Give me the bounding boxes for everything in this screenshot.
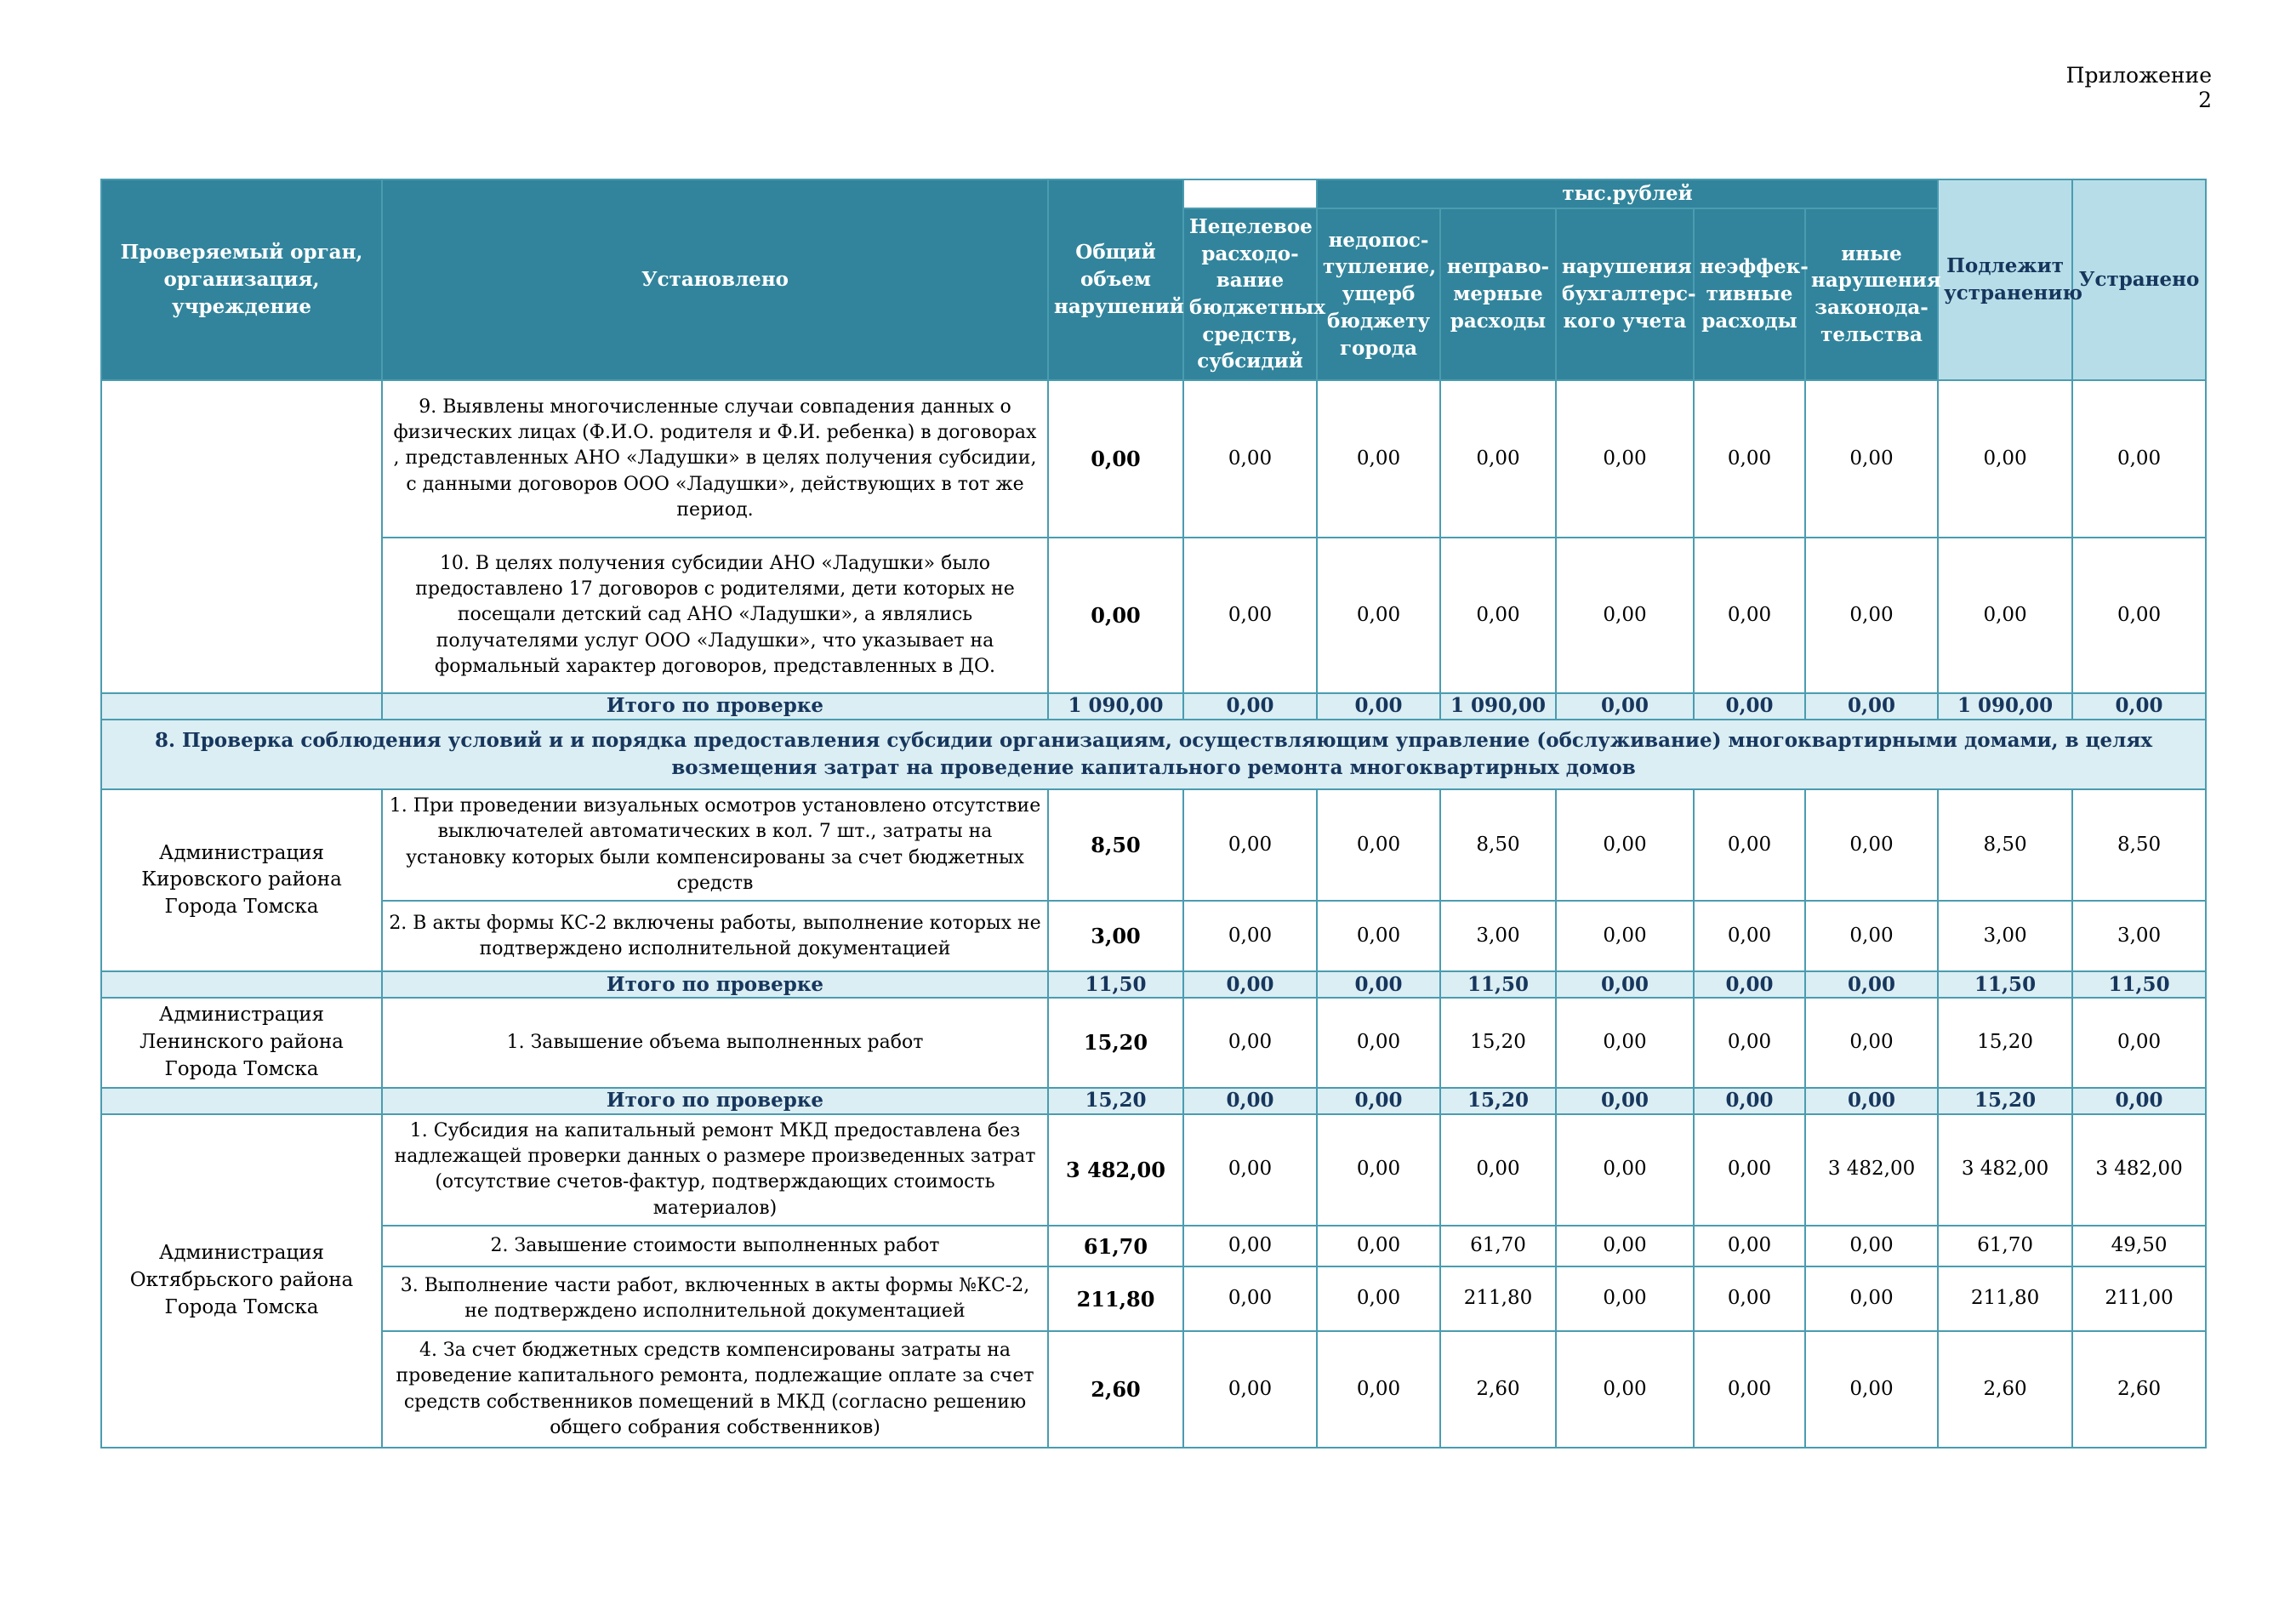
value-cell: 0,00 <box>1556 380 1694 538</box>
value-cell: 0,00 <box>1556 1114 1694 1226</box>
table-row <box>101 1114 2206 1226</box>
total-value: 1 090,00 <box>1048 693 1183 720</box>
value-cell: 0,00 <box>1556 538 1694 693</box>
org-cell: Администрация Ленинского района Города Томска <box>101 998 382 1087</box>
value-cell: 0,00 <box>1317 998 1440 1087</box>
total-value: 0,00 <box>1183 1088 1317 1114</box>
value-cell: 3 482,00 <box>2072 1114 2206 1226</box>
total-value: 0,00 <box>1805 693 1938 720</box>
value-cell: 0,00 <box>1694 538 1805 693</box>
value-cell: 61,70 <box>1938 1226 2072 1266</box>
total-value: 11,50 <box>2072 971 2206 998</box>
value-cell: 8,50 <box>1938 789 2072 901</box>
value-cell: 15,20 <box>1048 998 1183 1087</box>
header-other: иные нарушения законода-тельства <box>1805 208 1938 380</box>
value-cell: 8,50 <box>2072 789 2206 901</box>
total-value: 0,00 <box>1805 1088 1938 1114</box>
total-value: 0,00 <box>1694 971 1805 998</box>
total-value: 0,00 <box>1694 693 1805 720</box>
total-value: 0,00 <box>1317 971 1440 998</box>
total-label: Итого по проверке <box>382 1088 1048 1114</box>
value-cell: 0,00 <box>1556 901 1694 971</box>
value-cell: 0,00 <box>1805 789 1938 901</box>
total-blank <box>101 1088 382 1114</box>
table-row <box>101 789 2206 901</box>
header-total: Общий объем нарушений <box>1048 179 1183 380</box>
row-description: 2. Завышение стоимости выполненных работ <box>382 1226 1048 1266</box>
value-cell: 0,00 <box>1183 789 1317 901</box>
table-row <box>101 901 2206 971</box>
value-cell: 0,00 <box>1317 1266 1440 1331</box>
section-row <box>101 720 2206 789</box>
value-cell: 0,00 <box>1317 901 1440 971</box>
value-cell: 0,00 <box>1317 1331 1440 1448</box>
header-fixed: Устранено <box>2072 179 2206 380</box>
total-value: 0,00 <box>1556 693 1694 720</box>
org-cell: Администрация Кировского района Города Томска <box>101 789 382 971</box>
audit-results-table <box>100 179 2207 1448</box>
value-cell: 8,50 <box>1048 789 1183 901</box>
value-cell: 0,00 <box>1805 1266 1938 1331</box>
header-ineffective: неэффек-тивные расходы <box>1694 208 1805 380</box>
value-cell: 61,70 <box>1440 1226 1556 1266</box>
value-cell: 0,00 <box>1694 901 1805 971</box>
header-unit: тыс.рублей <box>1317 179 1938 208</box>
value-cell: 0,00 <box>1317 1114 1440 1226</box>
value-cell: 211,80 <box>1440 1266 1556 1331</box>
value-cell: 0,00 <box>2072 998 2206 1087</box>
total-value: 0,00 <box>2072 1088 2206 1114</box>
value-cell: 0,00 <box>2072 380 2206 538</box>
total-value: 0,00 <box>1694 1088 1805 1114</box>
value-cell: 211,80 <box>1048 1266 1183 1331</box>
total-value: 0,00 <box>1183 693 1317 720</box>
value-cell: 0,00 <box>1183 901 1317 971</box>
row-description: 4. За счет бюджетных средств компенсированы затраты на проведение капитального ремонта, подлежащие оплате за счет средств собственников помещений в МКД (согласно решению общего собрания собственников) <box>382 1331 1048 1448</box>
table-row <box>101 1226 2206 1266</box>
header-shortfall: недопос-тупление, ущерб бюджету города <box>1317 208 1440 380</box>
value-cell: 2,60 <box>1938 1331 2072 1448</box>
value-cell: 3,00 <box>1048 901 1183 971</box>
total-value: 0,00 <box>1317 693 1440 720</box>
row-description: 2. В акты формы КС-2 включены работы, выполнение которых не подтверждено исполнительной документацией <box>382 901 1048 971</box>
value-cell: 0,00 <box>1440 538 1556 693</box>
total-value: 0,00 <box>2072 693 2206 720</box>
value-cell: 0,00 <box>1440 1114 1556 1226</box>
total-row <box>101 693 2206 720</box>
value-cell: 2,60 <box>1440 1331 1556 1448</box>
value-cell: 0,00 <box>1805 380 1938 538</box>
table-row <box>101 380 2206 538</box>
value-cell: 3,00 <box>2072 901 2206 971</box>
header-org: Проверяемый орган, организация, учреждение <box>101 179 382 380</box>
value-cell: 0,00 <box>1805 1226 1938 1266</box>
total-blank <box>101 971 382 998</box>
annex-label: Приложение 2 <box>2065 63 2212 112</box>
value-cell: 0,00 <box>1048 380 1183 538</box>
table-header <box>101 179 2206 380</box>
value-cell: 0,00 <box>1317 538 1440 693</box>
value-cell: 0,00 <box>1694 380 1805 538</box>
header-misuse: Нецелевое расходо-вание бюджетных средств, субсидий <box>1183 208 1317 380</box>
value-cell: 0,00 <box>1183 998 1317 1087</box>
value-cell: 0,00 <box>1556 1226 1694 1266</box>
total-value: 1 090,00 <box>1440 693 1556 720</box>
total-value: 15,20 <box>1440 1088 1556 1114</box>
value-cell: 0,00 <box>1694 998 1805 1087</box>
value-cell: 15,20 <box>1938 998 2072 1087</box>
table-row <box>101 1266 2206 1331</box>
value-cell: 0,00 <box>2072 538 2206 693</box>
value-cell: 0,00 <box>1805 1331 1938 1448</box>
total-label: Итого по проверке <box>382 971 1048 998</box>
value-cell: 0,00 <box>1183 380 1317 538</box>
value-cell: 0,00 <box>1556 1331 1694 1448</box>
value-cell: 0,00 <box>1183 538 1317 693</box>
org-cell: Администрация Октябрьского района Города Томска <box>101 1114 382 1448</box>
value-cell: 61,70 <box>1048 1226 1183 1266</box>
value-cell: 3 482,00 <box>1048 1114 1183 1226</box>
value-cell: 3 482,00 <box>1805 1114 1938 1226</box>
table-row <box>101 998 2206 1087</box>
total-value: 0,00 <box>1805 971 1938 998</box>
table-row <box>101 1331 2206 1448</box>
total-value: 15,20 <box>1938 1088 2072 1114</box>
header-unlawful: неправо-мерные расходы <box>1440 208 1556 380</box>
value-cell: 49,50 <box>2072 1226 2206 1266</box>
header-to-fix: Подлежит устранению <box>1938 179 2072 380</box>
value-cell: 2,60 <box>1048 1331 1183 1448</box>
value-cell: 0,00 <box>1183 1266 1317 1331</box>
value-cell: 0,00 <box>1317 380 1440 538</box>
value-cell: 0,00 <box>1805 998 1938 1087</box>
value-cell: 0,00 <box>1183 1331 1317 1448</box>
value-cell: 0,00 <box>1556 998 1694 1087</box>
value-cell: 3 482,00 <box>1938 1114 2072 1226</box>
total-value: 0,00 <box>1556 1088 1694 1114</box>
value-cell: 0,00 <box>1938 538 2072 693</box>
value-cell: 0,00 <box>1440 380 1556 538</box>
value-cell: 0,00 <box>1317 1226 1440 1266</box>
total-row <box>101 971 2206 998</box>
value-cell: 0,00 <box>1805 901 1938 971</box>
total-value: 11,50 <box>1048 971 1183 998</box>
value-cell: 0,00 <box>1805 538 1938 693</box>
total-label: Итого по проверке <box>382 693 1048 720</box>
value-cell: 0,00 <box>1694 1331 1805 1448</box>
value-cell: 0,00 <box>1556 789 1694 901</box>
total-row <box>101 1088 2206 1114</box>
value-cell: 0,00 <box>1183 1226 1317 1266</box>
value-cell: 0,00 <box>1048 538 1183 693</box>
row-description: 1. Субсидия на капитальный ремонт МКД предоставлена без надлежащей проверки данных о размере произведенных затрат (отсутствие счетов-фактур, подтверждающих стоимость материалов) <box>382 1114 1048 1226</box>
header-blank <box>1183 179 1317 208</box>
value-cell: 0,00 <box>1694 1226 1805 1266</box>
value-cell: 0,00 <box>1938 380 2072 538</box>
value-cell: 211,80 <box>1938 1266 2072 1331</box>
value-cell: 0,00 <box>1317 789 1440 901</box>
header-established: Установлено <box>382 179 1048 380</box>
table-row <box>101 538 2206 693</box>
value-cell: 2,60 <box>2072 1331 2206 1448</box>
header-accounting: нарушения бухгалтерс-кого учета <box>1556 208 1694 380</box>
row-description: 10. В целях получения субсидии АНО «Ладушки» было предоставлено 17 договоров с родителями, дети которых не посещали детский сад АНО «Ладушки», а являлись получателями услуг ООО «Ладушки», что указывает на формальный характер договоров, представленных в ДО. <box>382 538 1048 693</box>
section-title: 8. Проверка соблюдения условий и и порядка предоставления субсидии организациям, осуществляющим управление (обслуживание) многоквартирными домами, в целях возмещения затрат на проведение капитального ремонта многоквартирных домов <box>101 720 2206 789</box>
total-value: 11,50 <box>1938 971 2072 998</box>
org-cell <box>101 380 382 693</box>
total-value: 0,00 <box>1183 971 1317 998</box>
total-blank <box>101 693 382 720</box>
total-value: 1 090,00 <box>1938 693 2072 720</box>
value-cell: 8,50 <box>1440 789 1556 901</box>
value-cell: 0,00 <box>1556 1266 1694 1331</box>
value-cell: 0,00 <box>1694 789 1805 901</box>
total-value: 11,50 <box>1440 971 1556 998</box>
row-description: 1. Завышение объема выполненных работ <box>382 998 1048 1087</box>
row-description: 1. При проведении визуальных осмотров установлено отсутствие выключателей автоматических в кол. 7 шт., затраты на установку которых были компенсированы за счет бюджетных средств <box>382 789 1048 901</box>
row-description: 9. Выявлены многочисленные случаи совпадения данных о физических лицах (Ф.И.О. родителя и Ф.И. ребенка) в договорах , представленных АНО «Ладушки» в целях получения субсидии, с данными договоров ООО «Ладушки», действующих в тот же период. <box>382 380 1048 538</box>
value-cell: 211,00 <box>2072 1266 2206 1331</box>
value-cell: 3,00 <box>1440 901 1556 971</box>
value-cell: 3,00 <box>1938 901 2072 971</box>
total-value: 0,00 <box>1556 971 1694 998</box>
value-cell: 0,00 <box>1694 1266 1805 1331</box>
row-description: 3. Выполнение части работ, включенных в акты формы №КС-2, не подтверждено исполнительной документацией <box>382 1266 1048 1331</box>
total-value: 0,00 <box>1317 1088 1440 1114</box>
value-cell: 0,00 <box>1694 1114 1805 1226</box>
total-value: 15,20 <box>1048 1088 1183 1114</box>
value-cell: 15,20 <box>1440 998 1556 1087</box>
value-cell: 0,00 <box>1183 1114 1317 1226</box>
